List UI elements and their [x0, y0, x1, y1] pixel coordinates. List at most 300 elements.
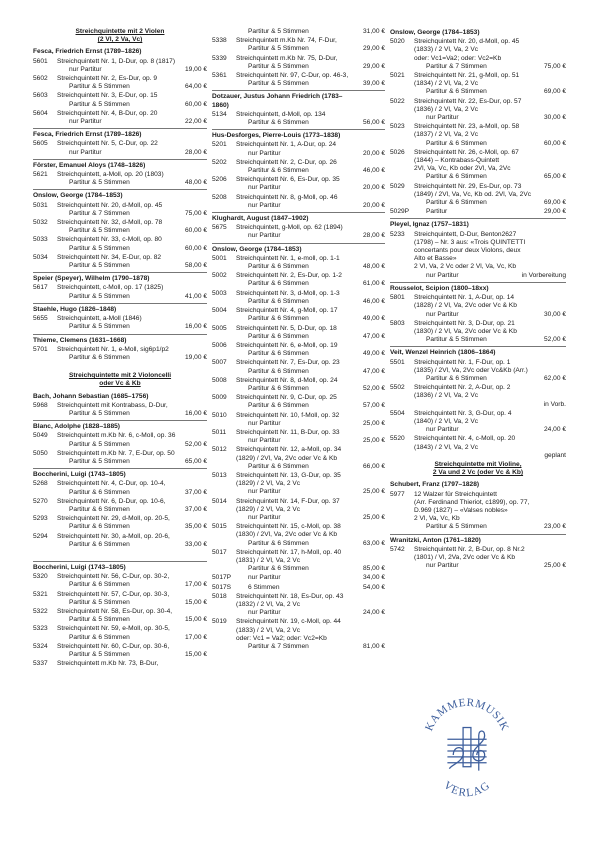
entry-number: 5742 [390, 545, 405, 553]
entry-title: Streichquintett Nr. 7, Es-Dur, op. 23 [236, 359, 340, 367]
entry-title: Streichquintett, a-Moll (1846) [57, 315, 142, 323]
catalog-entry [33, 75, 207, 91]
edition-price: 48,00 € [185, 179, 207, 187]
entry-title: Streichquintett Nr. 8, g-Moll, op. 46 [236, 193, 338, 201]
entry-body [414, 491, 566, 532]
entry-title: Streichquintett Nr. 57, C-Dur, op. 30-3, [57, 590, 170, 598]
composer-heading: Boccherini, Luigi (1743–1805) [33, 563, 126, 571]
edition-line [236, 385, 385, 393]
catalog-entry [33, 480, 207, 496]
edition-line [414, 140, 566, 148]
catalog-entry [212, 523, 385, 548]
entry-body [57, 110, 207, 126]
entry-number: 5801 [390, 294, 405, 302]
edition-line [414, 173, 566, 181]
entry-title: Streichquintett Nr. 19, c-Moll, op. 44 (1833) / 2 Vl, Va, 2 Vc oder: Vc1 = Va2; oder: Vc2=Kb [236, 618, 341, 642]
edition-price: 69,00 € [544, 88, 566, 96]
edition-line [57, 66, 207, 74]
edition-line [57, 323, 207, 331]
edition-desc: Partitur & 5 Stimmen [69, 409, 130, 417]
entry-number: 5022 [390, 97, 405, 105]
edition-desc: nur Partitur [248, 232, 281, 240]
entry-body [236, 359, 385, 375]
entry-number: 5320 [33, 573, 48, 581]
edition-line [236, 565, 385, 573]
entry-number: 5339 [212, 54, 227, 62]
catalog-entry [212, 394, 385, 410]
composer-heading: Pleyel, Ignaz (1757–1831) [390, 221, 469, 229]
entry-title: Streichquintett Nr. 26, c-Moll, op. 67 (1844) – Kontrabass-Quintett 2Vl, Va, Vc, Kb oder 2Vl, Va, 2Vc [414, 148, 519, 173]
edition-desc: Partitur & 7 Stimmen [426, 62, 487, 70]
entry-body [236, 28, 385, 36]
edition-desc [414, 452, 541, 460]
entry-title: Streichquintett Nr. 58, Es-Dur, op. 30-4, [57, 607, 173, 615]
entry-body [57, 432, 207, 448]
entry-body [236, 472, 385, 497]
edition-desc: Partitur & 5 Stimmen [248, 62, 309, 70]
edition-desc: nur Partitur [426, 114, 459, 122]
edition-line [414, 311, 566, 319]
entry-title: Streichquintett Nr. 2, B-Dur, op. 8 Nr.2 (1801) / Vl, 2Va, 2Vc oder Vc & Kb [414, 545, 525, 561]
catalog-entry [212, 176, 385, 192]
edition-price: 16,00 € [185, 409, 207, 417]
edition-desc: nur Partitur [426, 426, 459, 434]
catalog-entry [212, 574, 385, 582]
composer-heading: Onslow, George (1784–1853) [212, 245, 302, 253]
logo-bottom-textpath: VERLAG [441, 779, 493, 800]
entry-title: Streichquintett Nr. 3, d-Moll, op. 1-3 [236, 289, 340, 297]
edition-desc: Partitur & 5 Stimmen [69, 651, 130, 658]
edition-line [236, 298, 385, 306]
entry-number: 5134 [212, 110, 227, 118]
edition-desc: Partitur & 5 Stimmen [69, 227, 130, 235]
entry-title: Streichquintett, a-Moll, op. 20 (1803) [57, 171, 164, 179]
edition-price: 19,00 € [185, 353, 207, 361]
catalog-entry [212, 307, 385, 323]
entry-body [236, 272, 385, 288]
catalog-entry [212, 72, 385, 88]
entry-number: 5977 [390, 490, 405, 498]
edition-line [57, 210, 207, 218]
composer-heading: Onslow, George (1784–1853) [33, 192, 123, 200]
entry-body [57, 140, 207, 156]
entry-body [57, 236, 207, 252]
entry-title: Streichquintett Nr. 56, C-Dur, op. 30-2, [57, 573, 170, 581]
entry-number: 5002 [212, 272, 227, 280]
entry-body [414, 294, 566, 319]
entry-body [414, 208, 566, 216]
catalog-entry [390, 183, 566, 208]
entry-title: Streichquintett Nr. 6, e-Moll, op. 19 [236, 341, 338, 349]
catalog-entry [33, 171, 207, 187]
entry-body [236, 72, 385, 88]
entry-body [236, 584, 385, 592]
edition-price: 63,00 € [363, 539, 385, 547]
entry-body [414, 149, 566, 182]
entry-number: 5017 [212, 548, 227, 556]
edition-line [414, 375, 566, 383]
entry-number: 5208 [212, 193, 227, 201]
edition-price: 24,00 € [544, 426, 566, 434]
entry-body [236, 574, 385, 582]
entry-number: 5032 [33, 219, 48, 227]
entry-title: Streichquintett, d-Moll, op. 134 [236, 110, 326, 118]
edition-price: 75,00 € [544, 62, 566, 70]
entry-number: 5201 [212, 141, 227, 149]
entry-body [236, 394, 385, 410]
entry-number: 5604 [33, 109, 48, 117]
catalog-entry [33, 202, 207, 218]
edition-line [236, 368, 385, 376]
edition-price: 41,00 € [185, 292, 207, 300]
catalog-entry [390, 72, 566, 97]
entry-body [236, 224, 385, 240]
catalog-entry [33, 643, 207, 659]
edition-line [236, 420, 385, 428]
edition-price: 25,00 € [363, 437, 385, 445]
composer-heading: Schubert, Franz (1797–1828) [390, 481, 480, 489]
publisher-logo [418, 683, 516, 823]
composer-heading: Veit, Wenzel Heinrich (1806–1864) [390, 349, 496, 357]
catalog-entry [212, 549, 385, 574]
edition-line [414, 114, 566, 122]
edition-price: 29,00 € [363, 45, 385, 53]
edition-line [57, 523, 207, 531]
entry-title: Streichquintett Nr. 1, A-Dur, op. 24 [236, 141, 337, 149]
edition-desc: Partitur & 6 Stimmen [426, 88, 487, 96]
edition-line [57, 354, 207, 362]
edition-price: in Vorb. [543, 400, 566, 408]
entry-number: 5005 [212, 324, 227, 332]
edition-line [236, 80, 385, 88]
edition-desc: Partitur & 5 Stimmen [69, 262, 130, 270]
entry-body [414, 38, 566, 71]
edition-line [57, 149, 207, 157]
edition-price: 49,00 € [363, 350, 385, 358]
catalog-entry [33, 92, 207, 108]
edition-desc: nur Partitur [248, 201, 281, 209]
edition-price: 30,00 € [544, 310, 566, 318]
edition-line [236, 167, 385, 175]
entry-number: 5361 [212, 72, 227, 80]
edition-desc: nur Partitur [69, 148, 102, 156]
edition-price: in Vorbereitung [521, 271, 566, 279]
edition-desc: Partitur & 6 Stimmen [248, 462, 309, 470]
edition-desc: Partitur & 6 Stimmen [248, 367, 309, 375]
entry-title: Streichquintett Nr. 12, a-Moll, op. 34 (1829) / 2Vl, Va, 2Vc oder Vc & Kb [236, 446, 342, 462]
entry-title: Streichquintett Nr. 22, Es-Dur, op. 57 (1836) / 2 Vl, Va, 2 Vc [414, 97, 522, 113]
entry-number: 5033 [33, 236, 48, 244]
entry-title: Streichquintett Nr. 5, C-Dur, op. 22 [57, 140, 158, 148]
entry-title: Streichquintett Nr. 1, D-Dur, op. 8 (1817) [57, 57, 176, 65]
composer-heading: Blanc, Adolphe (1828–1885) [33, 423, 120, 431]
catalog-entry [212, 498, 385, 523]
entry-body [414, 546, 566, 571]
composer-heading: Hus-Desforges, Pierre-Louis (1773–1838) [212, 132, 341, 140]
entry-number: 5617 [33, 284, 48, 292]
entry-number: 5603 [33, 92, 48, 100]
edition-price: 52,00 € [544, 336, 566, 344]
logo-pillar [463, 728, 471, 767]
entry-number: 5202 [212, 158, 227, 166]
entry-number: 5520 [390, 435, 405, 443]
edition-desc: Partitur & 6 Stimmen [426, 374, 487, 382]
edition-price: 17,00 € [185, 581, 207, 589]
entry-body [236, 159, 385, 175]
entry-title: Streichquintett Nr. 20, d-Moll, op. 45 (1833) / 2 Vl, Va, 2 Vc oder: Vc1=Va2; oder: Vc2=Kb [414, 38, 520, 62]
edition-desc: Partitur & 6 Stimmen [248, 119, 309, 127]
entry-body [236, 446, 385, 471]
edition-desc: Partitur & 6 Stimmen [426, 199, 487, 207]
entry-body [414, 231, 566, 280]
edition-price: 46,00 € [363, 167, 385, 175]
entry-title: Streichquintett Nr. 4, C-Dur, op. 10-4, [57, 480, 166, 488]
entry-body [414, 72, 566, 97]
entry-title: Streichquintett Nr. 4, B-Dur, op. 20 [57, 109, 158, 117]
entry-number: 5293 [33, 515, 48, 523]
entry-number: 5008 [212, 376, 227, 384]
edition-price: 60,00 € [185, 227, 207, 235]
entry-body [236, 55, 385, 71]
catalog-entry [212, 290, 385, 306]
entry-title: 12 Walzer für Streichquintett (Arr. Ferdinand Thieriot, c1899), op. 77, D.969 (1827) – «Valses nobles» 2 Vl, Va, Vc, Kb [414, 490, 530, 523]
catalog-entry [390, 38, 566, 71]
edition-line [57, 489, 207, 497]
edition-price: 65,00 € [544, 173, 566, 181]
entry-title: Streichquintett Nr. 8, d-Moll, op. 24 [236, 376, 338, 384]
section-heading: Streichquintette mit Violine, 2 Va und 2 Vc (oder Vc & Kb) [432, 460, 524, 477]
edition-desc: nur Partitur [248, 184, 281, 192]
entry-title: Streichquintett Nr. 30, a-Moll, op. 20-6, [57, 532, 170, 540]
edition-line [414, 88, 566, 96]
edition-line [414, 523, 566, 531]
composer-heading: Speier (Speyer), Wilhelm (1790–1878) [33, 275, 150, 283]
entry-body [57, 219, 207, 235]
edition-line [236, 28, 385, 36]
edition-price: 35,00 € [185, 523, 207, 531]
edition-line [236, 643, 385, 651]
catalog-entry [390, 491, 566, 532]
edition-line [57, 118, 207, 126]
entry-title: Streichquintett Nr. 29, Es-Dur, op. 73 (1849) / 2Vl, Va, Vc, Kb od. 2Vl, Va, 2Vc [414, 182, 532, 198]
edition-desc: Partitur & 5 Stimmen [69, 83, 130, 91]
entry-body [236, 290, 385, 306]
edition-line [57, 227, 207, 235]
edition-price: 37,00 € [185, 505, 207, 513]
entry-number: 5017S [212, 583, 232, 591]
catalog-entry [212, 446, 385, 471]
entry-title: Streichquintett Nr. 1, A-Dur, op. 14 (1828) / 2 Vl, Va, 2Vc oder Vc & Kb [414, 294, 517, 310]
edition-desc: Partitur & 6 Stimmen [248, 539, 309, 547]
entry-number: 5968 [33, 401, 48, 409]
composer-heading: Wranitzki, Anton (1761–1820) [390, 536, 481, 544]
edition-desc: Partitur & 5 Stimmen [69, 457, 130, 465]
edition-desc: Partitur & 7 Stimmen [248, 643, 309, 651]
entry-number: 5338 [212, 37, 227, 45]
entry-number: 5021 [390, 72, 405, 80]
edition-price: 66,00 € [363, 462, 385, 470]
entry-body [57, 450, 207, 466]
edition-price: 60,00 € [185, 244, 207, 252]
edition-desc: nur Partitur [426, 310, 459, 318]
edition-line [236, 584, 385, 592]
edition-price: 15,00 € [185, 616, 207, 624]
entry-body [236, 194, 385, 210]
entry-number: 5605 [33, 140, 48, 148]
edition-price: 52,00 € [185, 440, 207, 448]
edition-desc: Partitur & 5 Stimmen [69, 616, 130, 624]
catalog-entry [33, 284, 207, 300]
entry-body [236, 255, 385, 271]
entry-title: Streichquintett m.Kb Nr. 75, D-Dur, [236, 54, 338, 62]
edition-line [236, 463, 385, 471]
entry-number: 5803 [390, 319, 405, 327]
entry-number: 5004 [212, 307, 227, 315]
edition-line [414, 63, 566, 71]
edition-line [57, 581, 207, 589]
edition-desc: Partitur & 5 Stimmen [69, 100, 130, 108]
entry-body [236, 377, 385, 393]
entry-title: Streichquintett Nr. 23, a-Moll, op. 58 (1837) / 2 Vl, Va, 2 Vc [414, 123, 520, 139]
section-divider [212, 212, 385, 213]
entry-title: Streichquintett Nr. 34, E-Dur, op. 82 [57, 253, 162, 261]
edition-desc: nur Partitur [426, 562, 459, 570]
edition-price: 60,00 € [544, 139, 566, 147]
section-divider [33, 334, 207, 335]
edition-line [414, 199, 566, 207]
catalog-entry [212, 325, 385, 341]
catalog-entry [33, 432, 207, 448]
entry-body [236, 429, 385, 445]
catalog-entry [33, 498, 207, 514]
entry-number: 5321 [33, 590, 48, 598]
catalog-entry [212, 584, 385, 592]
entry-body [57, 254, 207, 270]
catalog-entry [212, 224, 385, 240]
edition-desc: nur Partitur [248, 419, 281, 427]
entry-title: Streichquintett Nr. 17, h-Moll, op. 40 (1831) / 2 Vl, Va, 2 Vc [236, 548, 342, 564]
edition-price: 25,00 € [363, 513, 385, 521]
entry-title: Streichquintett Nr. 6, Es-Dur, op. 35 [236, 176, 340, 184]
entry-title: Streichquintett m.Kb Nr. 6, c-Moll, op. 36 [57, 432, 176, 440]
entry-title: Streichquintett m.Kb Nr. 74, F-Dur, [236, 37, 337, 45]
section-divider [390, 534, 566, 535]
edition-desc [414, 401, 541, 409]
entry-number: 5015 [212, 523, 227, 531]
entry-title: Streichquintett Nr. 29, d-Moll, op. 20-5, [57, 515, 170, 523]
edition-price: 52,00 € [363, 384, 385, 392]
catalog-entry [33, 402, 207, 418]
edition-desc: Partitur & 5 Stimmen [69, 598, 130, 606]
entry-title: Streichquintett Nr. 2, C-Dur, op. 26 [236, 158, 337, 166]
edition-price: 19,00 € [185, 65, 207, 73]
entry-body [236, 342, 385, 358]
edition-price: 37,00 € [185, 488, 207, 496]
edition-desc: Partitur & 6 Stimmen [248, 565, 309, 573]
edition-desc: Partitur & 7 Stimmen [69, 209, 130, 217]
edition-desc: nur Partitur [248, 437, 281, 445]
edition-price: 25,00 € [363, 488, 385, 496]
section-divider [33, 468, 207, 469]
catalog-entry [390, 294, 566, 319]
composer-heading: Onslow, George (1784–1853) [390, 29, 480, 36]
entry-number: 5029P [390, 208, 410, 216]
section-divider [33, 189, 207, 190]
edition-desc: Partitur & 5 Stimmen [69, 244, 130, 252]
catalog-entry [212, 28, 385, 36]
edition-price: 65,00 € [185, 457, 207, 465]
entry-body [236, 325, 385, 341]
entry-body [57, 202, 207, 218]
entry-title: Streichquintett Nr. 20, d-Moll, op. 45 [57, 201, 163, 209]
edition-desc: Partitur & 6 Stimmen [248, 402, 309, 410]
edition-line [236, 574, 385, 582]
edition-line [57, 179, 207, 187]
edition-desc: Partitur & 6 Stimmen [426, 173, 487, 181]
entry-title: Streichquintett Nr. 11, B-Dur, op. 33 [236, 428, 340, 436]
catalog-entry [33, 236, 207, 252]
entry-body [57, 498, 207, 514]
edition-price: 47,00 € [363, 332, 385, 340]
entry-body [414, 320, 566, 345]
entry-title: Streichquintett Nr. 33, c-Moll, op. 80 [57, 236, 162, 244]
entry-number: 5012 [212, 446, 227, 454]
edition-line [57, 458, 207, 466]
section-divider [390, 282, 566, 283]
logo-top-textpath: KAMMERMUSIK [423, 696, 511, 733]
edition-desc: nur Partitur [248, 609, 281, 617]
edition-line [236, 609, 385, 617]
entry-number: 5675 [212, 224, 227, 232]
catalog-entry [390, 231, 566, 280]
entry-body [236, 111, 385, 127]
section-divider [33, 303, 207, 304]
entry-body [57, 533, 207, 549]
catalog-entry [33, 625, 207, 641]
catalog-entry [212, 141, 385, 157]
entry-number: 5323 [33, 625, 48, 633]
edition-desc: Partitur & 6 Stimmen [248, 263, 309, 271]
entry-body [57, 573, 207, 589]
composer-heading: Dotzauer, Justus Johann Friedrich (1783– 1860) [212, 93, 343, 109]
entry-body [236, 498, 385, 523]
section-divider [390, 218, 566, 219]
edition-price: 33,00 € [185, 540, 207, 548]
entry-number: 5001 [212, 254, 227, 262]
edition-line [236, 514, 385, 522]
catalog-entry [390, 546, 566, 571]
entry-title: Streichquintett Nr. 2, A-Dur, op. 2 (1836) / 2 Vl, Va, 2 Vc [414, 384, 511, 400]
edition-line [236, 184, 385, 192]
entry-number: 5009 [212, 394, 227, 402]
edition-desc: Partitur & 6 Stimmen [426, 139, 487, 147]
edition-desc: Partitur & 6 Stimmen [69, 488, 130, 496]
entry-title: Streichquintett Nr. 2, Es-Dur, op. 1-2 [236, 272, 342, 280]
edition-line [236, 333, 385, 341]
edition-price: 29,00 € [363, 62, 385, 70]
entry-title: Streichquintett Nr. 9, C-Dur, op. 25 [236, 394, 337, 402]
entry-title: Streichquintett Nr. 3, E-Dur, op. 15 [57, 92, 158, 100]
edition-line [57, 651, 207, 659]
section-divider [212, 243, 385, 244]
entry-body [414, 123, 566, 148]
catalog-entry [212, 159, 385, 175]
entry-body [414, 435, 566, 460]
entry-number: 5007 [212, 359, 227, 367]
section-divider [33, 561, 207, 562]
entry-body [57, 608, 207, 624]
edition-price: 62,00 € [544, 374, 566, 382]
